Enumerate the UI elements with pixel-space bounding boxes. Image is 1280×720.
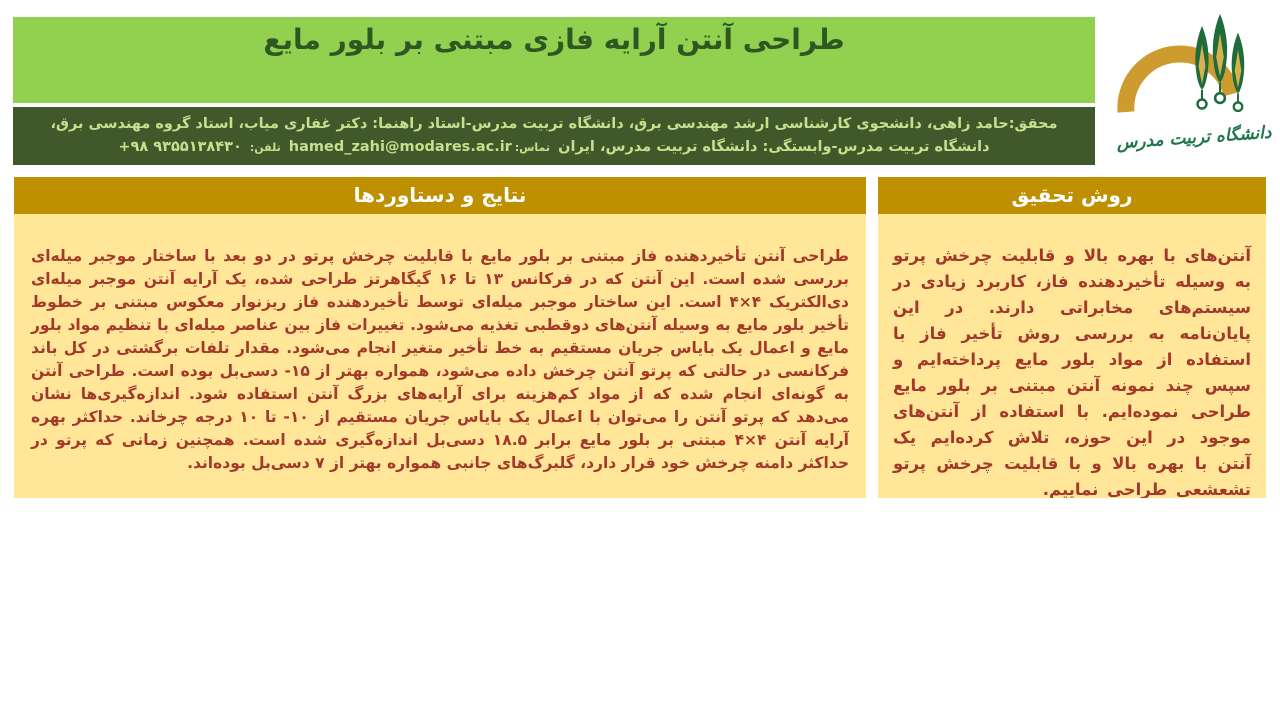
method-panel-body: آنتن‌های با بهره بالا و قابلیت چرخش پرتو به وسیله تأخیردهنده فاز، کاربرد زیادی در سیستم‌های مخابراتی دارند. در این پایان‌نامه به بررسی روش تأخیر فاز با استفاده از مواد بلور مایع پرداخته‌ایم و سپس چند نمونه آنتن مبتنی بر بلور مایع طراحی نموده‌ایم. با استفاده از آنتن‌های موجود در این حوزه، تلاش کرده‌ایم یک آنتن با بهره بالا و با قابلیت چرخش پرتو تشعشعی طراحی نماییم. — [878, 214, 1266, 498]
university-logo — [1112, 4, 1276, 172]
researcher-info-bar — [13, 107, 1095, 165]
results-panel-body: طراحی آنتن تأخیردهنده فاز مبتنی بر بلور مایع با قابلیت چرخش پرتو در دو بعد با ساختار موجبر میله‌ای بررسی شده است. این آنتن که در فرکانس ۱۳ تا ۱۶ گیگاهرتز طراحی شده، یک آرایه آنتن موجبر میله‌ای دی‌الکتریک ۴×۴ است. این ساختار موجبر میله‌ای توسط تأخیردهنده فاز ریزنوار معکوس مبتنی بر خطوط تأخیر بلور مایع به وسیله آنتن‌های دوقطبی تغذیه می‌شود. تغییرات فاز بین عناصر میله‌ای با تنظیم مواد بلور مایع و اعمال یک بایاس جریان مستقیم به خط تأخیر متغیر انجام می‌شود. مقدار تلفات برگشتی در کل باند فرکانسی در حالتی که پرتو آنتن چرخش داده می‌شود، همواره بهتر از ۱۵- دسی‌بل بوده است. طراحی آنتن به گونه‌ای انجام شده که از مواد کم‌هزینه برای آرایه‌های بزرگ آنتن استفاده شود. اندازه‌گیری‌ها نشان می‌دهد که پرتو آنتن را می‌توان با اعمال یک بایاس جریان مستقیم از ۱۰- تا ۱۰ درجه چرخاند. حداکثر بهره آرایه آنتن ۴×۴ مبتنی بر بلور مایع برابر ۱۸.۵ دسی‌بل اندازه‌گیری شده است. همچنین زمانی که پرتو در حداکثر دامنه چرخش خود قرار دارد، گلبرگ‌های جانبی همواره بهتر از ۷ دسی‌بل بوده‌اند. — [14, 214, 866, 498]
researcher-info-line2 — [13, 136, 1095, 159]
method-panel — [878, 177, 1266, 498]
results-panel-header — [14, 177, 866, 214]
title-banner — [13, 17, 1095, 103]
logo-arch-trees-icon — [1114, 4, 1274, 134]
university-name: دانشگاه تربیت مدرس — [1115, 122, 1273, 154]
phone-label: تلفن: — [249, 141, 281, 154]
poster-title: طراحی آنتن آرایه فازی مبتنی بر بلور مایع — [263, 23, 845, 56]
affiliation-text: دانشگاه تربیت مدرس-وابستگی: دانشگاه تربیت مدرس، ایران — [558, 139, 990, 155]
results-panel — [14, 177, 866, 498]
email-address[interactable]: hamed_zahi@modares.ac.ir — [288, 139, 512, 155]
researcher-info-line1: محقق:حامد زاهی، دانشجوی کارشناسی ارشد مهندسی برق، دانشگاه تربیت مدرس-استاد راهنما: دکتر غفاری میاب، استاد گروه مهندسی برق، — [50, 116, 1058, 132]
method-panel-title: روش تحقیق — [1011, 183, 1133, 207]
results-panel-title: نتایج و دستاوردها — [353, 183, 527, 207]
phone-number: +۹۸ ۹۳۵۵۱۳۸۴۳۰ — [118, 139, 242, 155]
contact-label: تماس: — [514, 141, 551, 154]
method-panel-header — [878, 177, 1266, 214]
